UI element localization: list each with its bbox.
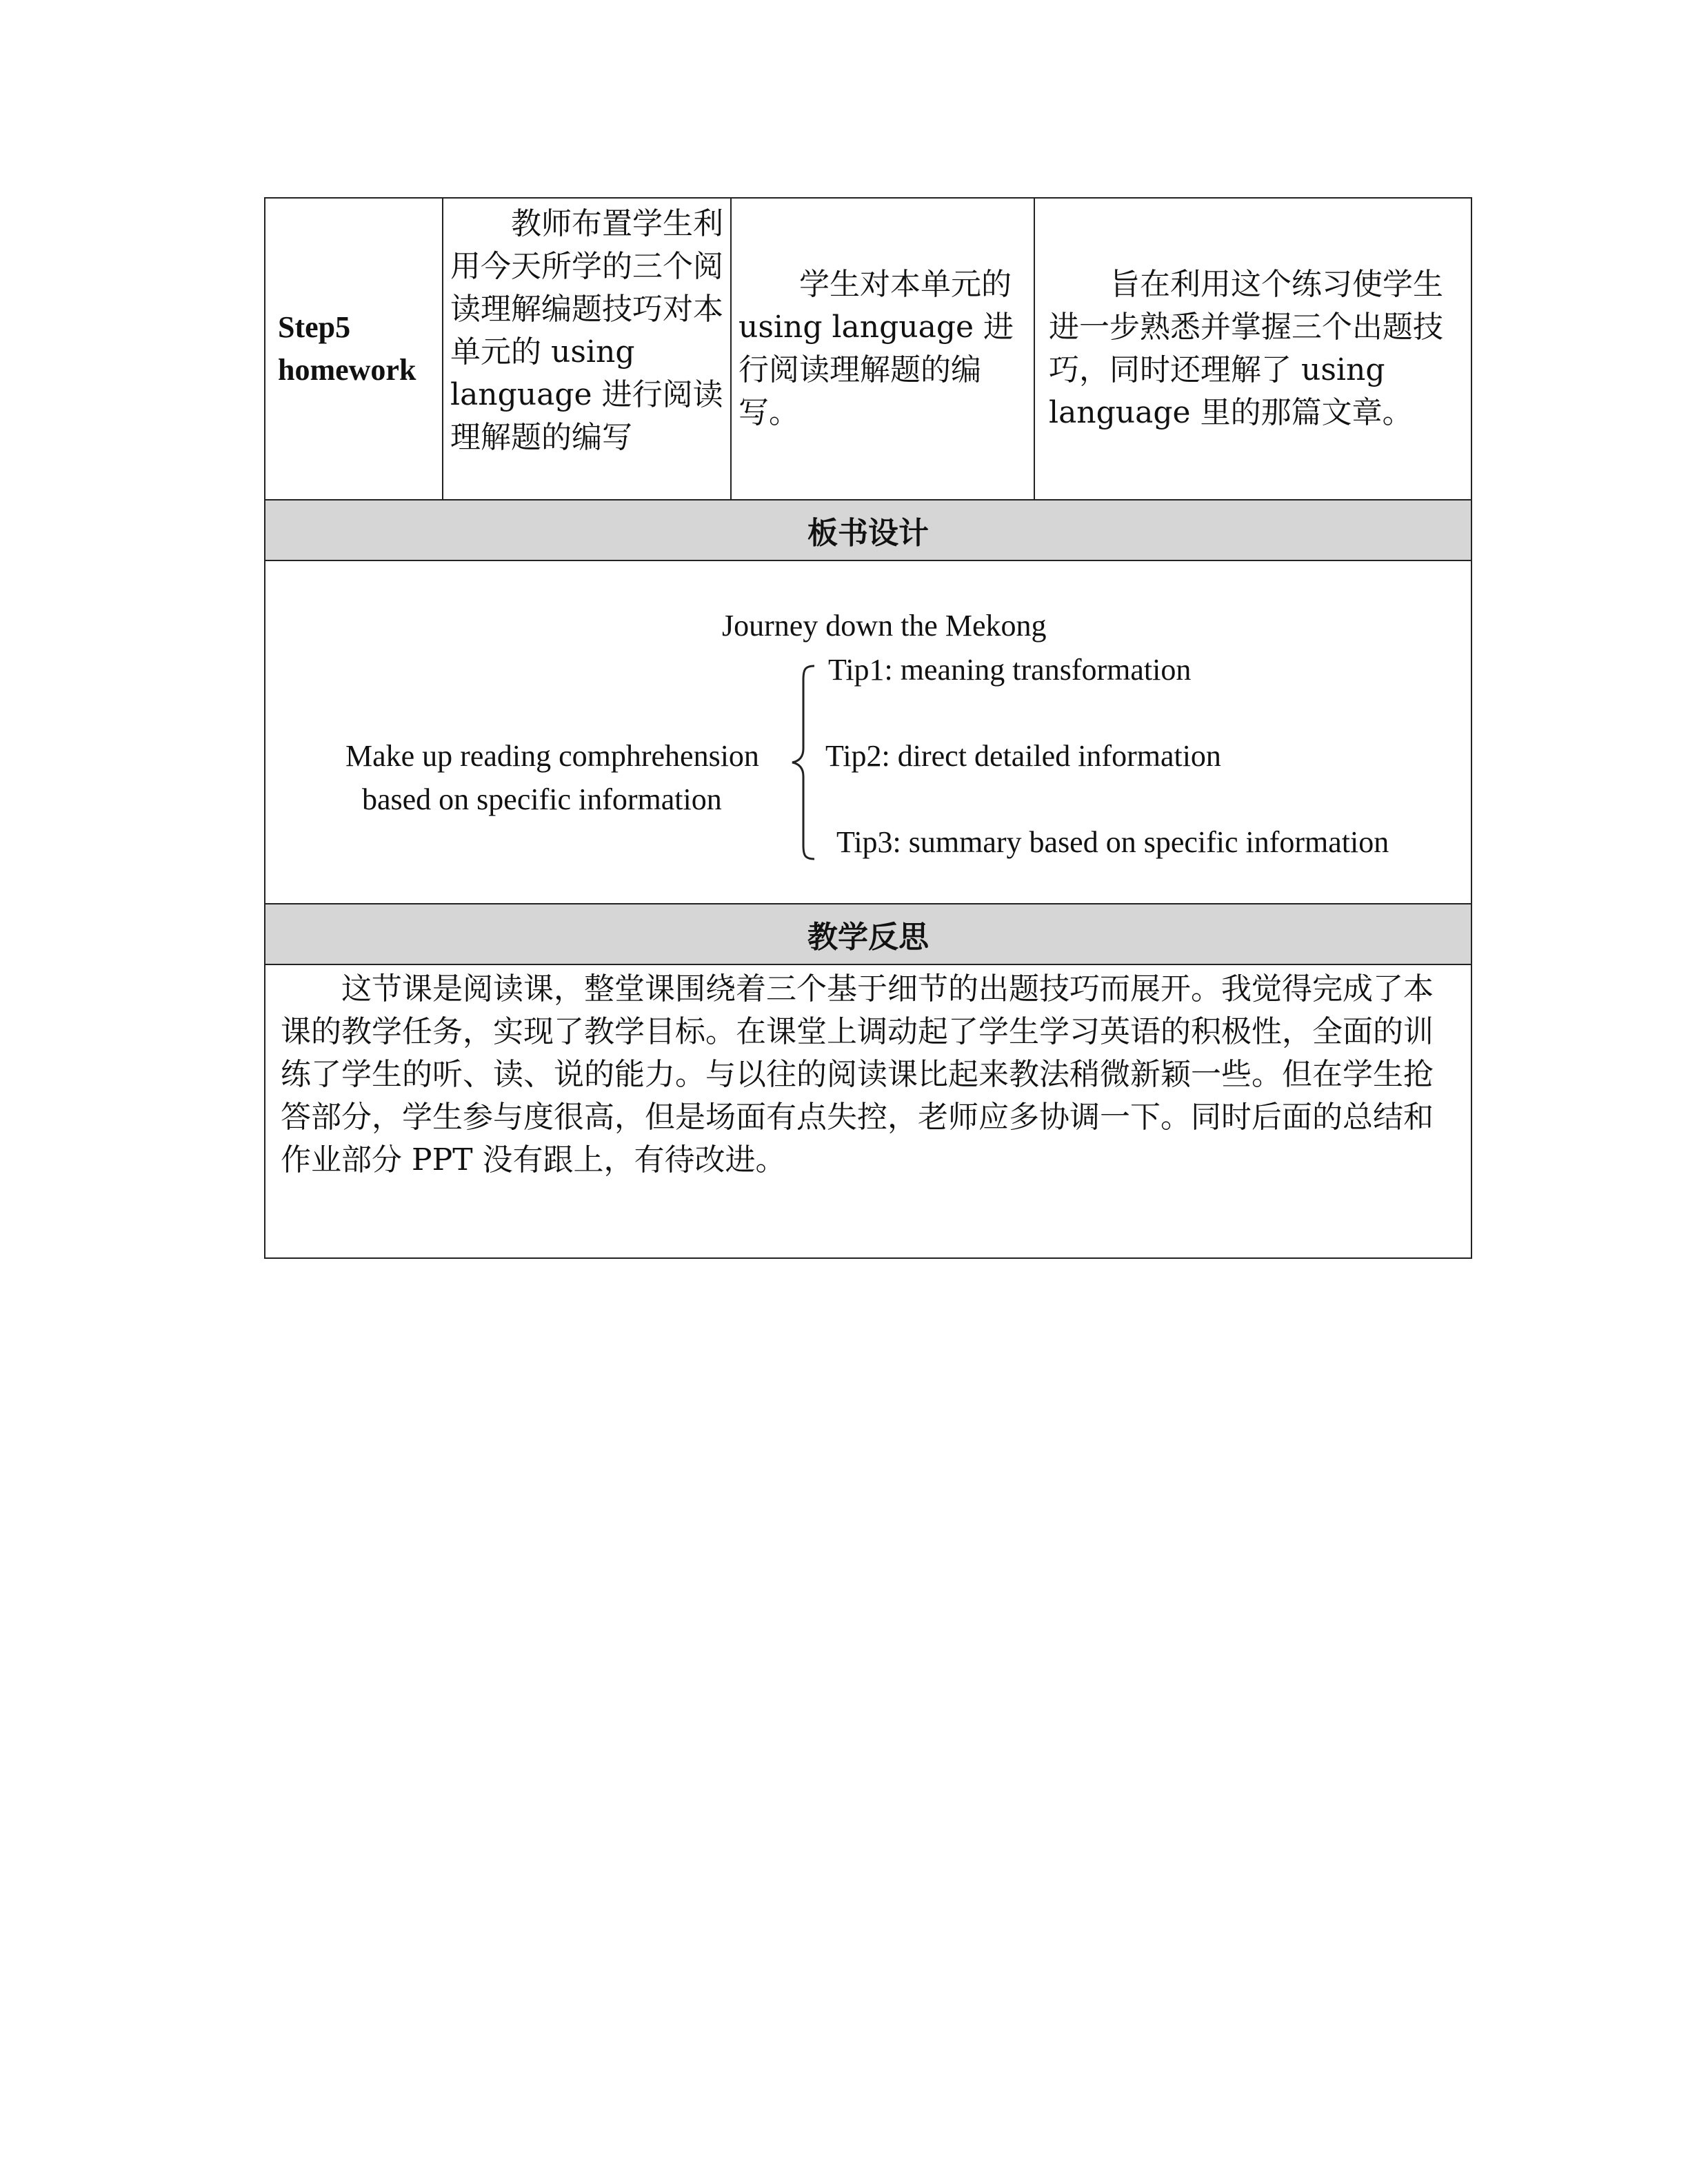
board-main-line1: Make up reading comphrehension — [345, 739, 759, 773]
student-activity-text: 学生对本单元的 using language 进行阅读理解题的编写。 — [738, 267, 1014, 430]
lesson-plan-table — [264, 197, 1472, 1259]
board-design-heading: 板书设计 — [265, 501, 1471, 561]
board-title: Journey down the Mekong — [722, 609, 1047, 643]
curly-brace-icon — [791, 665, 816, 860]
step-label: Step5 — [278, 310, 351, 344]
board-design-area — [265, 561, 1471, 904]
board-main-line2: based on specific information — [362, 782, 722, 816]
purpose-cell — [1035, 199, 1471, 499]
tip-3: Tip3: summary based on specific information — [836, 825, 1389, 859]
student-activity-cell — [732, 199, 1035, 499]
reflection-text: 这节课是阅读课，整堂课围绕着三个基于细节的出题技巧而展开。我觉得完成了本课的教学任务，实现了教学目标。在课堂上调动起了学生学习英语的积极性，全面的训练了学生的听、读、说的能力。与以往的阅读课比起来教法稍微新颖一些。但在学生抢答部分，学生参与度很高，但是场面有点失控，老师应多协调一下。同时后面的总结和作业部分 PPT 没有跟上，有待改进。 — [281, 971, 1434, 1177]
step-label-cell — [265, 199, 443, 499]
step5-row — [265, 199, 1471, 501]
reflection-heading: 教学反思 — [265, 904, 1471, 965]
teacher-activity-cell: 教师布置学生利用今天所学的三个阅读理解编题技巧对本单元的 using language 进行阅读理解题的编写 — [443, 199, 732, 499]
tip-2: Tip2: direct detailed information — [825, 739, 1221, 773]
tip-1: Tip1: meaning transformation — [828, 653, 1192, 687]
step-name: homework — [278, 353, 416, 387]
purpose-text: 旨在利用这个练习使学生进一步熟悉并掌握三个出题技巧，同时还理解了 using language 里的那篇文章。 — [1049, 267, 1443, 430]
